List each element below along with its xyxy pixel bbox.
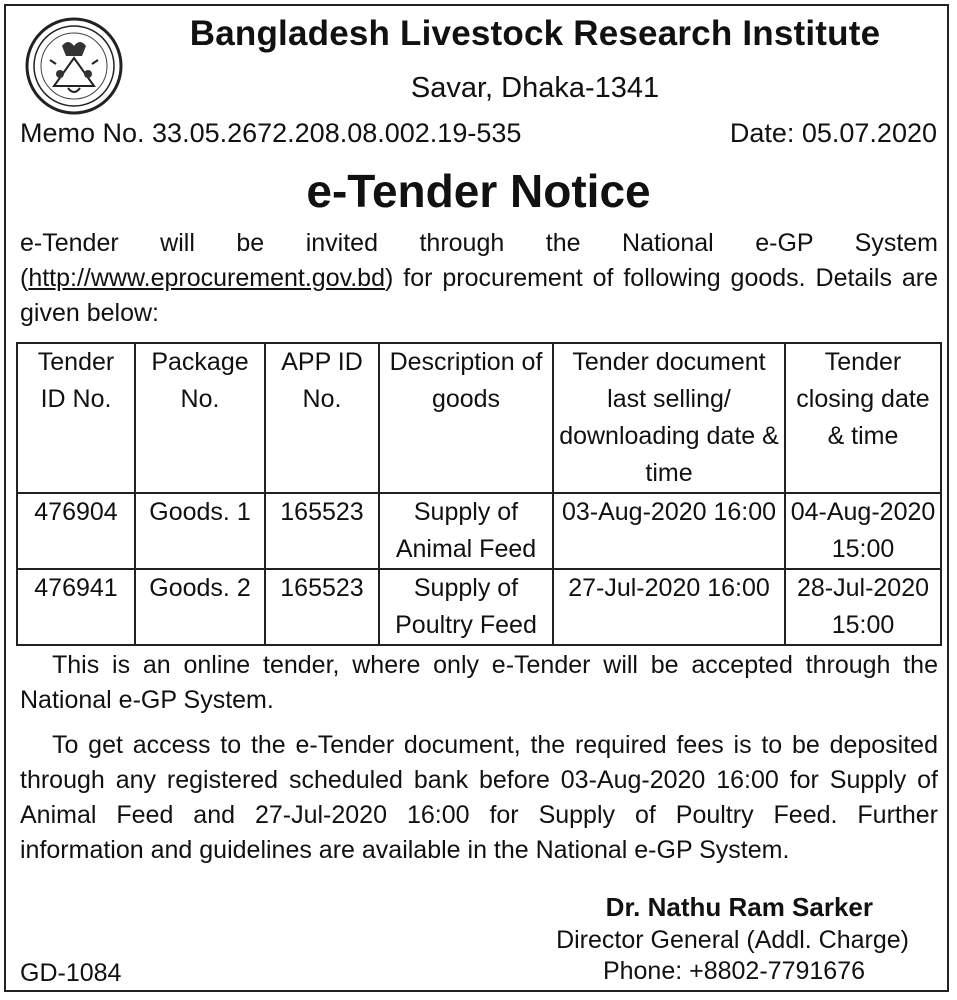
signatory-name: Dr. Nathu Ram Sarker (605, 892, 873, 922)
fees-paragraph: To get access to the e-Tender document, the required fees is to be deposited through any registered scheduled bank before 03-Aug-2020 16:00 for Supply of Animal Feed and 27-Jul-2020 16:00 for Supply of Poultry Feed. Further information and guidelines are available in the National e-GP System. (20, 731, 938, 864)
document-last-date-cell: 27-Jul-2020 16:00 (553, 569, 785, 645)
app-id-cell: 165523 (265, 569, 379, 645)
description-cell: Supply of Poultry Feed (379, 569, 553, 645)
package-no-cell: Goods. 2 (135, 569, 265, 645)
memo-number: Memo No. 33.05.2672.208.08.002.19-535 (20, 118, 522, 148)
intro-text-before: e-Tender will be invited through the National e-GP System ( (20, 229, 938, 292)
closing-date-cell: 28-Jul-2020 15:00 (785, 569, 941, 645)
gd-code: GD-1084 (20, 959, 122, 987)
table-row (17, 493, 941, 569)
signatory-phone: Phone: +8802-7791676 (602, 957, 865, 985)
institute-logo-icon (24, 16, 124, 116)
institute-name: Bangladesh Livestock Research Institute (189, 14, 881, 53)
tender-id-cell: 476941 (17, 569, 135, 645)
header-description: Description of goods (379, 343, 553, 493)
online-tender-paragraph: This is an online tender, where only e-Tender will be accepted through the National e-GP System. (20, 651, 938, 714)
institute-address: Savar, Dhaka-1341 (410, 72, 660, 104)
header-tender-id: Tender ID No. (17, 343, 135, 493)
table-header-row (17, 343, 941, 493)
notice-date: Date: 05.07.2020 (729, 118, 937, 148)
intro-paragraph (20, 226, 938, 331)
notice-title: e-Tender Notice (306, 165, 651, 217)
app-id-cell: 165523 (265, 493, 379, 569)
eprocurement-link[interactable]: http://www.eprocurement.gov.bd (28, 264, 385, 292)
header-app-id: APP ID No. (265, 343, 379, 493)
header-document-last-date: Tender document last selling/ downloading date & time (553, 343, 785, 493)
signatory-designation: Director General (Addl. Charge) (556, 926, 909, 954)
closing-date-cell: 04-Aug-2020 15:00 (785, 493, 941, 569)
intro-text-after: ) for procurement of following goods. Details are given below: (20, 264, 938, 327)
tender-id-cell: 476904 (17, 493, 135, 569)
description-cell: Supply of Animal Feed (379, 493, 553, 569)
document-last-date-cell: 03-Aug-2020 16:00 (553, 493, 785, 569)
tender-table (16, 342, 942, 646)
header-closing-date: Tender closing date & time (785, 343, 941, 493)
header-package-no: Package No. (135, 343, 265, 493)
package-no-cell: Goods. 1 (135, 493, 265, 569)
table-row (17, 569, 941, 645)
